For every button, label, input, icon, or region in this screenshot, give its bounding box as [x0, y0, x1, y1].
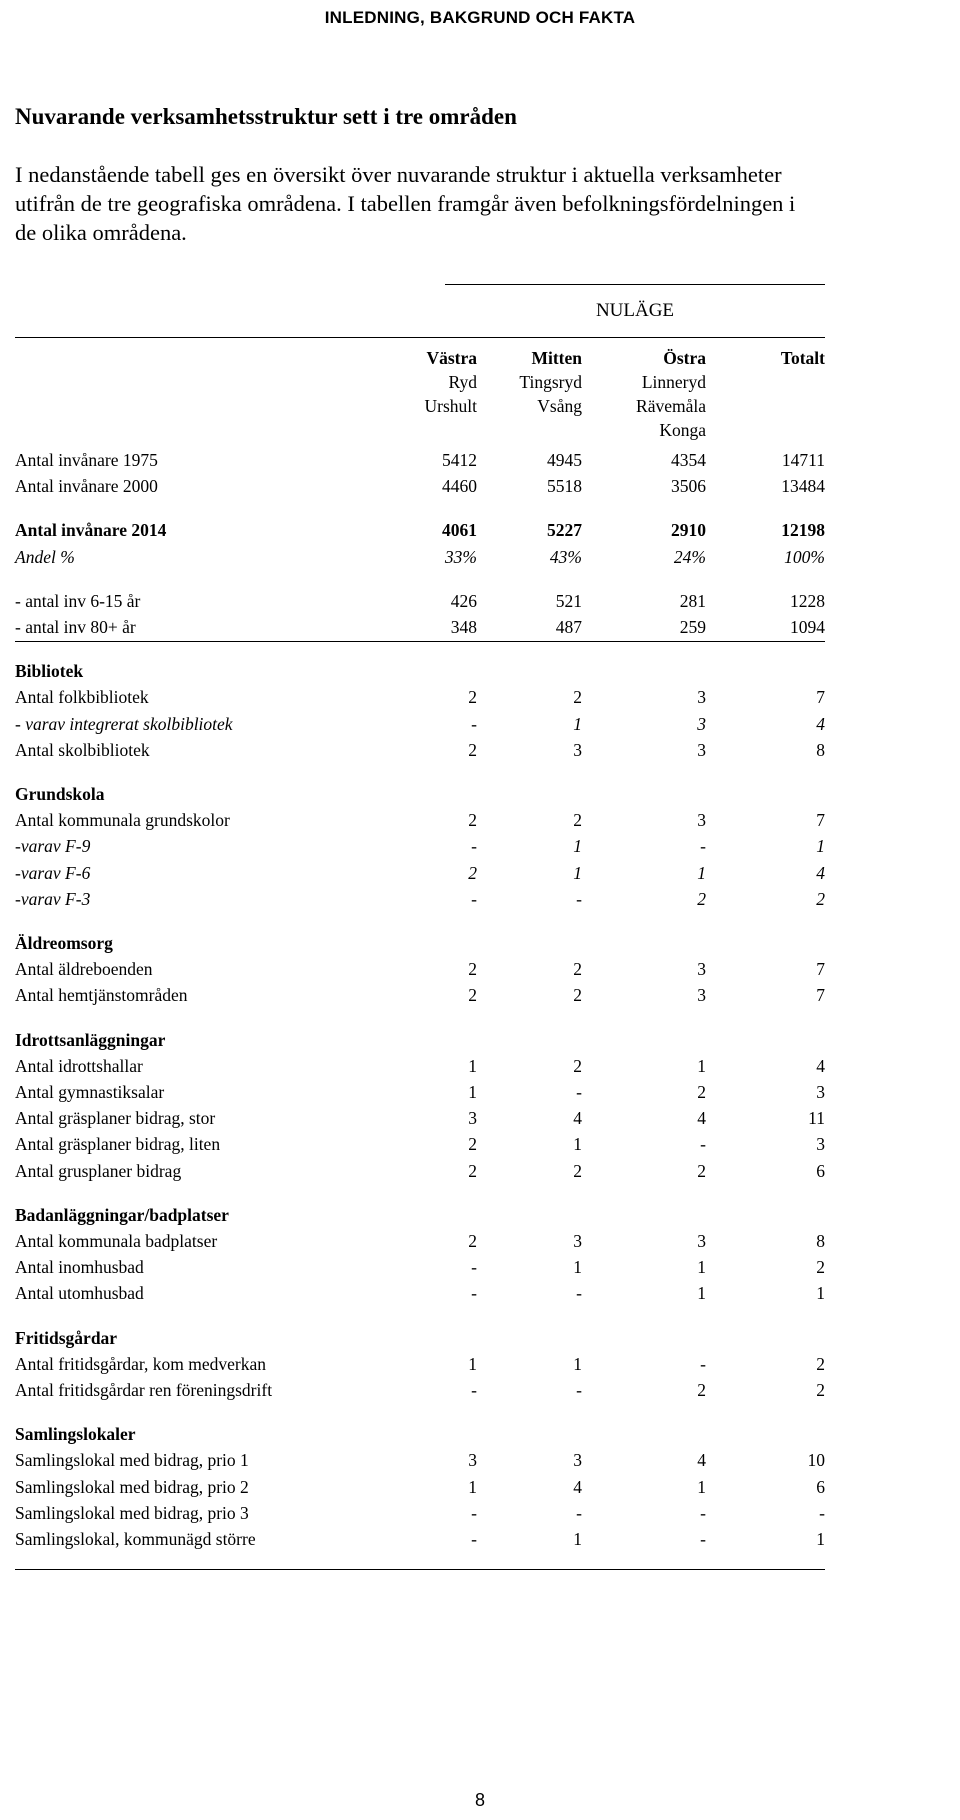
- cell-value: 1: [573, 1134, 582, 1155]
- cell-value: 8: [816, 739, 825, 760]
- intro-line: I nedanstående tabell ges en översikt över nuvarande struktur i aktuella verksamheter: [15, 162, 782, 187]
- cell-value: 3506: [671, 476, 706, 497]
- cell-value: 1: [468, 1055, 477, 1076]
- table-row: [15, 1527, 825, 1551]
- cell-value: 2: [468, 959, 477, 980]
- table-row: [15, 887, 825, 911]
- table-bottom-rule: [15, 1569, 825, 1570]
- cell-value: 2: [468, 739, 477, 760]
- cell-value: 348: [450, 617, 477, 637]
- cell-value: 487: [555, 617, 582, 637]
- cell-value: 4: [573, 1108, 582, 1129]
- section-heading: Nuvarande verksamhetsstruktur sett i tre områden: [15, 104, 517, 129]
- row-label: Samlingslokal med bidrag, prio 1: [15, 1450, 249, 1471]
- cell-value: 1: [573, 1529, 582, 1549]
- cell-value: -: [576, 1283, 582, 1304]
- cell-value: -: [471, 836, 477, 857]
- table-row: [15, 861, 825, 885]
- table-row: [15, 685, 825, 709]
- col-line: Linneryd: [641, 372, 706, 392]
- cell-value: 1: [573, 836, 582, 857]
- cell-value: 3: [573, 1450, 582, 1471]
- col-line: Rävemåla: [636, 396, 706, 416]
- cell-value: 4: [697, 1108, 706, 1129]
- cell-value: 33%: [444, 546, 477, 567]
- col-line: Konga: [659, 420, 706, 440]
- cell-value: 1: [816, 836, 825, 857]
- cell-value: 1: [697, 1283, 706, 1304]
- intro-line: utifrån de tre geografiska områdena. I tabellen framgår även befolkningsfördelningen i: [15, 191, 796, 216]
- table-row: [15, 808, 825, 832]
- cell-value: 7: [816, 985, 825, 1006]
- table-row: [15, 1281, 825, 1305]
- cell-value: 7: [816, 810, 825, 831]
- cell-value: 281: [679, 590, 706, 611]
- cell-value: 43%: [549, 546, 582, 567]
- row-label: - antal inv 80+ år: [15, 617, 136, 637]
- table-row: [15, 1106, 825, 1130]
- intro-paragraph: [15, 160, 950, 247]
- row-label: - varav integrerat skolbibliotek: [15, 713, 233, 734]
- cell-value: 426: [450, 590, 477, 611]
- row-label: Antal invånare 1975: [15, 450, 158, 470]
- row-label: Antal invånare 2014: [15, 520, 167, 541]
- section-row: [15, 1422, 825, 1446]
- section-label: Grundskola: [15, 784, 105, 804]
- cell-value: 2: [697, 888, 706, 909]
- section-row: [15, 1028, 825, 1052]
- cell-value: 3: [697, 810, 706, 831]
- cell-value: 4061: [442, 520, 477, 541]
- row-label: Antal invånare 2000: [15, 476, 158, 497]
- cell-value: -: [819, 1502, 825, 1523]
- cell-value: -: [471, 888, 477, 909]
- cell-value: 4945: [547, 450, 582, 470]
- cell-value: 2: [697, 1160, 706, 1181]
- section-rule: [15, 641, 825, 642]
- cell-value: -: [700, 1353, 706, 1374]
- cell-value: 4: [697, 1450, 706, 1471]
- cell-value: 2: [573, 985, 582, 1006]
- cell-value: 7: [816, 959, 825, 980]
- cell-value: 1: [573, 1353, 582, 1374]
- cell-value: 3: [573, 739, 582, 760]
- row-label: Antal inomhusbad: [15, 1257, 144, 1278]
- table-row: [15, 1159, 825, 1183]
- cell-value: 3: [816, 1134, 825, 1155]
- table-row: [15, 983, 825, 1007]
- cell-value: -: [576, 1502, 582, 1523]
- table-row: [15, 1229, 825, 1253]
- cell-value: 2910: [671, 520, 706, 541]
- table-row: [15, 518, 825, 542]
- table-row: [15, 1080, 825, 1104]
- cell-value: 521: [555, 590, 582, 611]
- cell-value: 1: [697, 1055, 706, 1076]
- cell-value: 1228: [790, 590, 825, 611]
- table-row: [15, 1132, 825, 1156]
- section-label: Badanläggningar/badplatser: [15, 1204, 229, 1225]
- cell-value: -: [471, 1257, 477, 1278]
- cell-value: -: [576, 1380, 582, 1400]
- col-line: Urshult: [424, 396, 477, 416]
- row-label: Antal fritidsgårdar, kom medverkan: [15, 1353, 267, 1374]
- cell-value: 2: [816, 1380, 825, 1400]
- cell-value: 2: [816, 1353, 825, 1374]
- cell-value: 7: [816, 687, 825, 708]
- cell-value: -: [471, 713, 477, 734]
- cell-value: -: [700, 836, 706, 857]
- column-header-ostra: [636, 346, 706, 442]
- cell-value: 3: [573, 1231, 582, 1251]
- section-row: [15, 659, 825, 683]
- cell-value: 3: [697, 687, 706, 708]
- cell-value: 11: [808, 1108, 825, 1129]
- cell-value: 8: [816, 1231, 825, 1251]
- table-row: [15, 1501, 825, 1525]
- section-label: Samlingslokaler: [15, 1424, 136, 1445]
- cell-value: 4354: [671, 450, 706, 470]
- cell-value: -: [576, 1082, 582, 1102]
- cell-value: 2: [816, 888, 825, 909]
- cell-value: 1: [468, 1082, 477, 1102]
- section-row: [15, 931, 825, 955]
- cell-value: 6: [816, 1160, 825, 1181]
- row-label: - antal inv 6-15 år: [15, 590, 141, 611]
- section-label: Fritidsgårdar: [15, 1327, 118, 1348]
- cell-value: 1: [816, 1283, 825, 1304]
- cell-value: 1: [816, 1529, 825, 1549]
- cell-value: 3: [697, 985, 706, 1006]
- cell-value: 1: [697, 1476, 706, 1497]
- cell-value: 4: [816, 1055, 825, 1076]
- cell-value: 2: [573, 687, 582, 708]
- table-row: [15, 474, 825, 498]
- cell-value: 6: [816, 1476, 825, 1497]
- row-label: Antal gymnastiksalar: [15, 1082, 165, 1102]
- column-header-vastra: [425, 346, 478, 418]
- cell-value: 2: [697, 1380, 706, 1400]
- row-label: Antal fritidsgårdar ren föreningsdrift: [15, 1380, 273, 1400]
- table-row: [15, 615, 825, 639]
- cell-value: 2: [468, 985, 477, 1006]
- cell-value: 2: [816, 1257, 825, 1278]
- title-rule: [445, 284, 825, 285]
- table-row: [15, 738, 825, 762]
- col-line: Totalt: [780, 348, 825, 368]
- row-label: Samlingslokal med bidrag, prio 3: [15, 1502, 249, 1523]
- column-header-mitten: [519, 346, 582, 418]
- cell-value: -: [471, 1529, 477, 1549]
- cell-value: -: [471, 1502, 477, 1523]
- cell-value: 24%: [673, 546, 706, 567]
- col-line: Ryd: [448, 372, 477, 392]
- row-label: Samlingslokal, kommunägd större: [15, 1529, 256, 1549]
- table-row: [15, 712, 825, 736]
- row-label: -varav F-9: [15, 836, 91, 857]
- col-line: Tingsryd: [519, 372, 582, 392]
- cell-value: 3: [697, 1231, 706, 1251]
- row-label: Antal gräsplaner bidrag, liten: [15, 1134, 221, 1155]
- table-row: [15, 545, 825, 569]
- col-line: Västra: [426, 348, 477, 368]
- cell-value: 4460: [442, 476, 477, 497]
- cell-value: 5412: [442, 450, 477, 470]
- cell-value: -: [700, 1502, 706, 1523]
- cell-value: 2: [573, 959, 582, 980]
- cell-value: 14711: [781, 450, 825, 470]
- cell-value: 1: [468, 1476, 477, 1497]
- col-line: Östra: [663, 348, 706, 368]
- running-header: INLEDNING, BAKGRUND OCH FAKTA: [324, 8, 636, 27]
- table-row: [15, 1054, 825, 1078]
- section-label: Äldreomsorg: [15, 933, 113, 953]
- cell-value: 5227: [547, 520, 582, 541]
- col-line: Vsång: [537, 396, 582, 416]
- cell-value: 1: [468, 1353, 477, 1374]
- cell-value: 2: [468, 1231, 477, 1251]
- cell-value: 2: [468, 1160, 477, 1181]
- row-label: Antal äldreboenden: [15, 959, 153, 980]
- cell-value: 3: [468, 1450, 477, 1471]
- row-label: Antal kommunala grundskolor: [15, 810, 230, 831]
- table-row: [15, 1255, 825, 1279]
- cell-value: 1: [697, 1257, 706, 1278]
- cell-value: -: [471, 1283, 477, 1304]
- row-label: Antal grusplaner bidrag: [15, 1160, 182, 1181]
- cell-value: 12198: [781, 520, 825, 541]
- row-label: Antal kommunala badplatser: [15, 1231, 218, 1251]
- cell-value: 2: [468, 1134, 477, 1155]
- cell-value: 3: [468, 1108, 477, 1129]
- header-rule: [15, 337, 825, 338]
- cell-value: 1: [573, 1257, 582, 1278]
- cell-value: 2: [468, 862, 477, 883]
- table-row: [15, 1378, 825, 1402]
- row-label: Samlingslokal med bidrag, prio 2: [15, 1476, 249, 1497]
- cell-value: 5518: [547, 476, 582, 497]
- intro-line: de olika områdena.: [15, 220, 187, 245]
- cell-value: 3: [816, 1082, 825, 1102]
- cell-value: 3: [697, 739, 706, 760]
- section-row: [15, 782, 825, 806]
- table-row: [15, 1448, 825, 1472]
- section-row: [15, 1203, 825, 1227]
- cell-value: 3: [697, 713, 706, 734]
- row-label: -varav F-6: [15, 862, 91, 883]
- cell-value: 4: [816, 713, 825, 734]
- cell-value: 100%: [784, 546, 825, 567]
- cell-value: 10: [807, 1450, 825, 1471]
- row-label: Antal utomhusbad: [15, 1283, 144, 1304]
- page-number: 8: [474, 1790, 485, 1810]
- cell-value: 4: [573, 1476, 582, 1497]
- table-row: [15, 834, 825, 858]
- cell-value: 2: [573, 1055, 582, 1076]
- cell-value: -: [471, 1380, 477, 1400]
- row-label: Antal folkbibliotek: [15, 687, 149, 708]
- cell-value: 2: [468, 687, 477, 708]
- cell-value: 259: [679, 617, 706, 637]
- section-label: Idrottsanläggningar: [15, 1029, 166, 1050]
- cell-value: 4: [816, 862, 825, 883]
- table-row: [15, 957, 825, 981]
- cell-value: 2: [697, 1082, 706, 1102]
- row-label: Antal hemtjänstområden: [15, 985, 188, 1006]
- cell-value: 2: [468, 810, 477, 831]
- section-row: [15, 1326, 825, 1350]
- cell-value: 1: [573, 713, 582, 734]
- table-row: [15, 1352, 825, 1376]
- row-label: Antal skolbibliotek: [15, 739, 150, 760]
- table-title: NULÄGE: [595, 300, 675, 321]
- column-header-totalt: [781, 346, 825, 370]
- cell-value: 13484: [781, 476, 825, 497]
- row-label: Antal gräsplaner bidrag, stor: [15, 1108, 216, 1129]
- table-row: [15, 589, 825, 613]
- cell-value: 1: [573, 862, 582, 883]
- cell-value: 1: [697, 862, 706, 883]
- section-label: Bibliotek: [15, 661, 84, 682]
- cell-value: 1094: [790, 617, 825, 637]
- cell-value: 2: [573, 810, 582, 831]
- col-line: Mitten: [531, 348, 582, 368]
- row-label: Antal idrottshallar: [15, 1055, 143, 1076]
- row-label: -varav F-3: [15, 888, 91, 909]
- cell-value: -: [700, 1529, 706, 1549]
- cell-value: -: [576, 888, 582, 909]
- row-label: Andel %: [15, 546, 75, 567]
- table-row: [15, 448, 825, 472]
- table-row: [15, 1475, 825, 1499]
- cell-value: -: [700, 1134, 706, 1155]
- cell-value: 2: [573, 1160, 582, 1181]
- cell-value: 3: [697, 959, 706, 980]
